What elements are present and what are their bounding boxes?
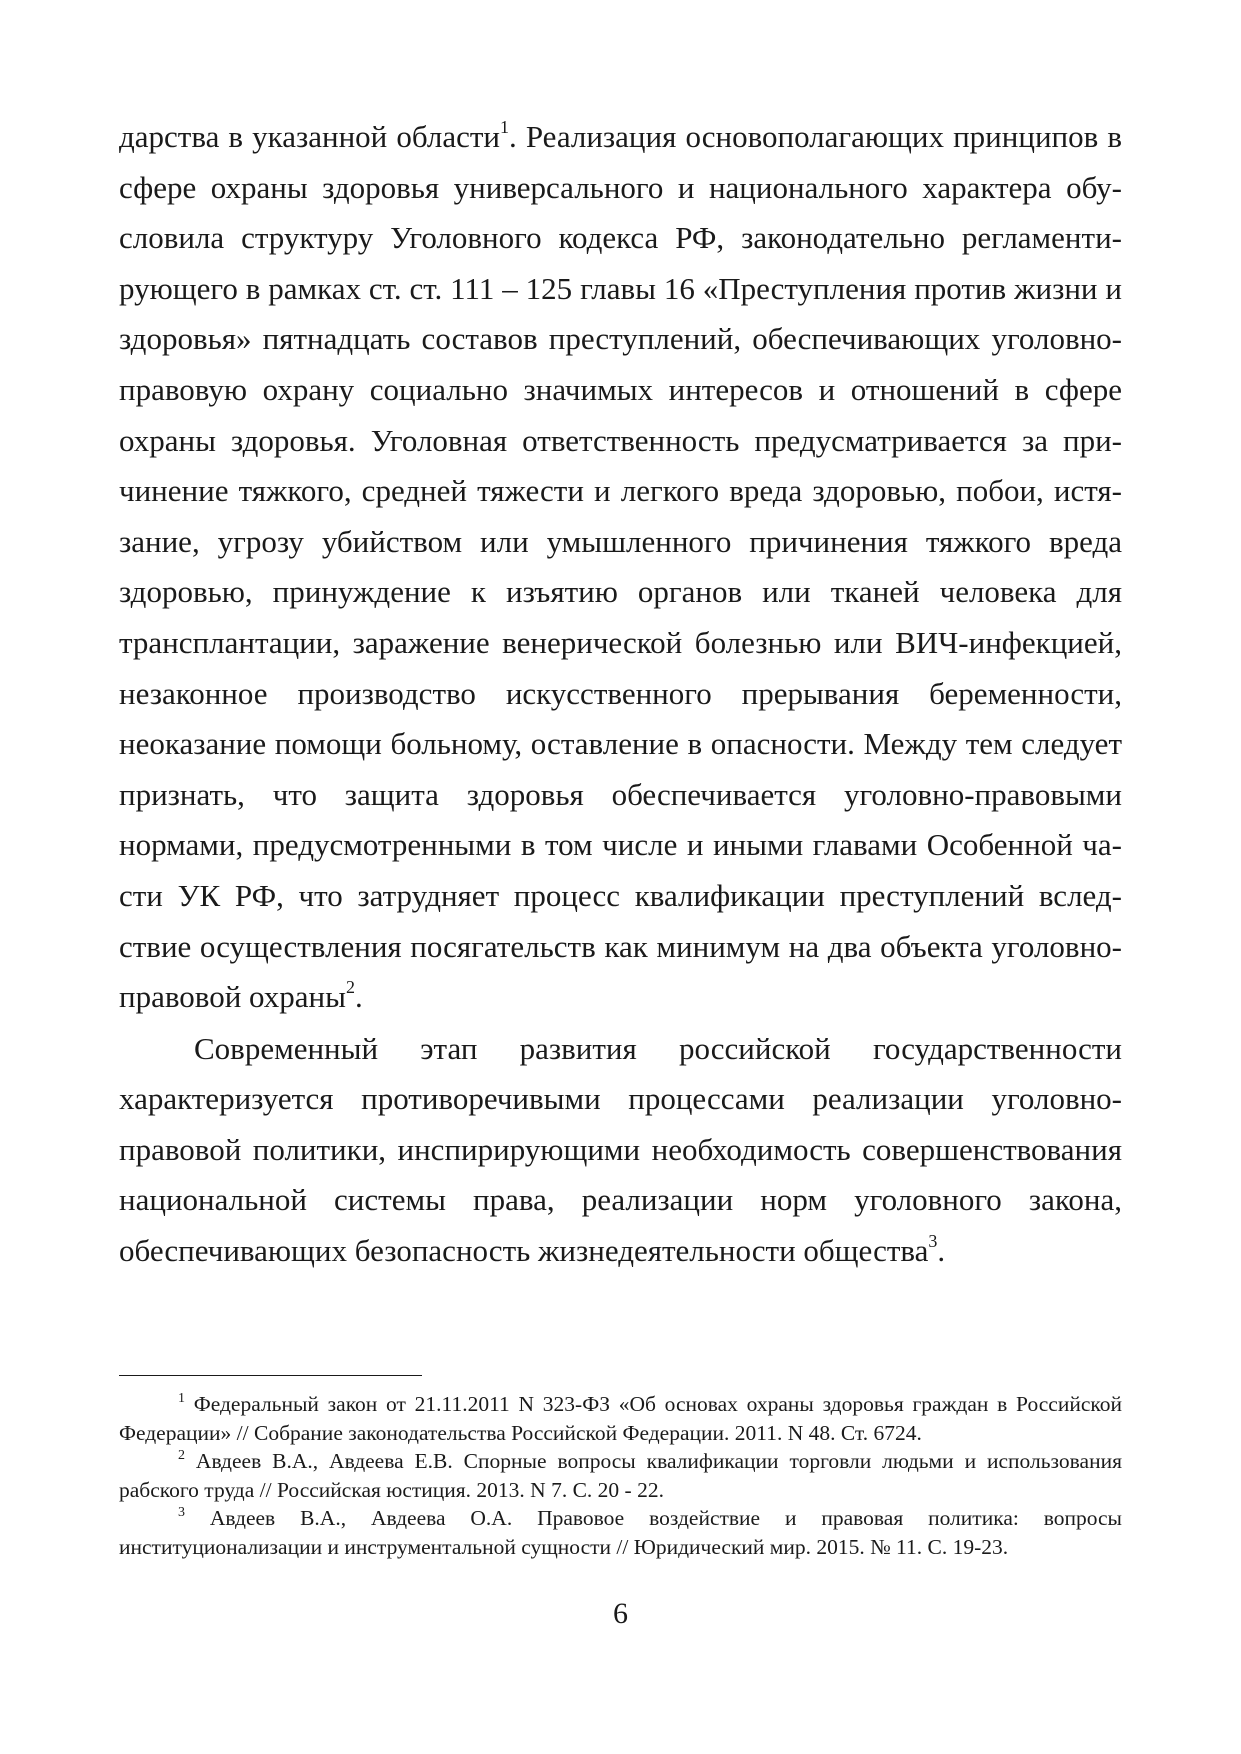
footnotes xyxy=(119,1390,1122,1561)
footnote-mark-2: 2 xyxy=(178,1447,185,1463)
footnote-1-text: Федеральный закон от 21.11.2011 N 323-ФЗ «Об основах охраны здоровья граждан в Российской Федерации» // Собрание законодательства Российской Федерации. 2011. N 48. Ст. 6724. xyxy=(119,1392,1122,1445)
footnote-1 xyxy=(119,1390,1122,1447)
paragraph-1 xyxy=(119,112,1122,1023)
footnote-3 xyxy=(119,1504,1122,1561)
footnote-separator xyxy=(119,1375,422,1376)
footnote-3-text: Авдеев В.А., Авдеева О.А. Правовое воздействие и правовая политика: вопросы институционализации и инструментальной сущности // Юридический мир. 2015. № 11. С. 19-23. xyxy=(119,1506,1122,1559)
footnote-2-text: Авдеев В.А., Авдеева Е.В. Спорные вопросы квалификации торговли людьми и использования рабского труда // Российская юстиция. 2013. N 7. С. 20 - 22. xyxy=(119,1449,1122,1502)
paragraph-1-text-c: . xyxy=(354,979,363,1015)
paragraph-1-text-a: дарства в указанной области xyxy=(119,119,500,154)
body-text xyxy=(119,112,1122,1277)
paragraph-1-text-b: . Реализация основополагающих принципов в сфере охраны здоровья универсального и национального характера обусловила структуру Уголовного кодекса РФ, законодательно регламентирующего в рамках ст. ст. 111 – 125 главы 16 «Преступления против жизни и здоровья» пятнадцать составов преступлений, обеспечивающих уголовно-правовую охрану социально значимых интересов и отношений в сфере охраны здоровья. Уголовная ответственность предусматривается за причинение тяжкого, средней тяжести и легкого вреда здоровью, побои, истязание, угрозу убийством или умышленного причинения тяжкого вреда здоровью, принуждение к изъятию органов или тканей человека для трансплантации, заражение венерической болезнью или ВИЧ-инфекцией, незаконное производство искусственного прерывания беременности, неоказание помощи больному, оставление в опасности. Между тем следует признать, что защита здоровья обеспечивается уголовно-правовыми нормами, предусмотренными в том числе и иными главами Особенной части УК РФ, что затрудняет процесс квалификации преступлений вследствие осуществления посягательств как минимум на два объекта уголовно-правовой охраны xyxy=(119,119,1122,1015)
footnote-ref-2: 2 xyxy=(345,976,355,997)
paragraph-2-text-a: Современный этап развития российской государственности характеризуется противоречивыми процессами реализации уголовно-правовой политики, инспирирующими необходимость совершенствования национальной системы права, реализации норм уголовного закона, обеспечивающих безопасность жизнедеятельности общества xyxy=(119,1030,1122,1269)
paragraph-2-text-b: . xyxy=(937,1233,946,1269)
page-number: 6 xyxy=(613,1597,628,1630)
paragraph-2 xyxy=(119,1024,1122,1277)
footnote-ref-1: 1 xyxy=(500,116,509,137)
footnote-2 xyxy=(119,1447,1122,1504)
footnote-ref-3: 3 xyxy=(928,1230,938,1251)
footnote-mark-1: 1 xyxy=(178,1390,185,1406)
footnote-mark-3: 3 xyxy=(178,1504,185,1520)
